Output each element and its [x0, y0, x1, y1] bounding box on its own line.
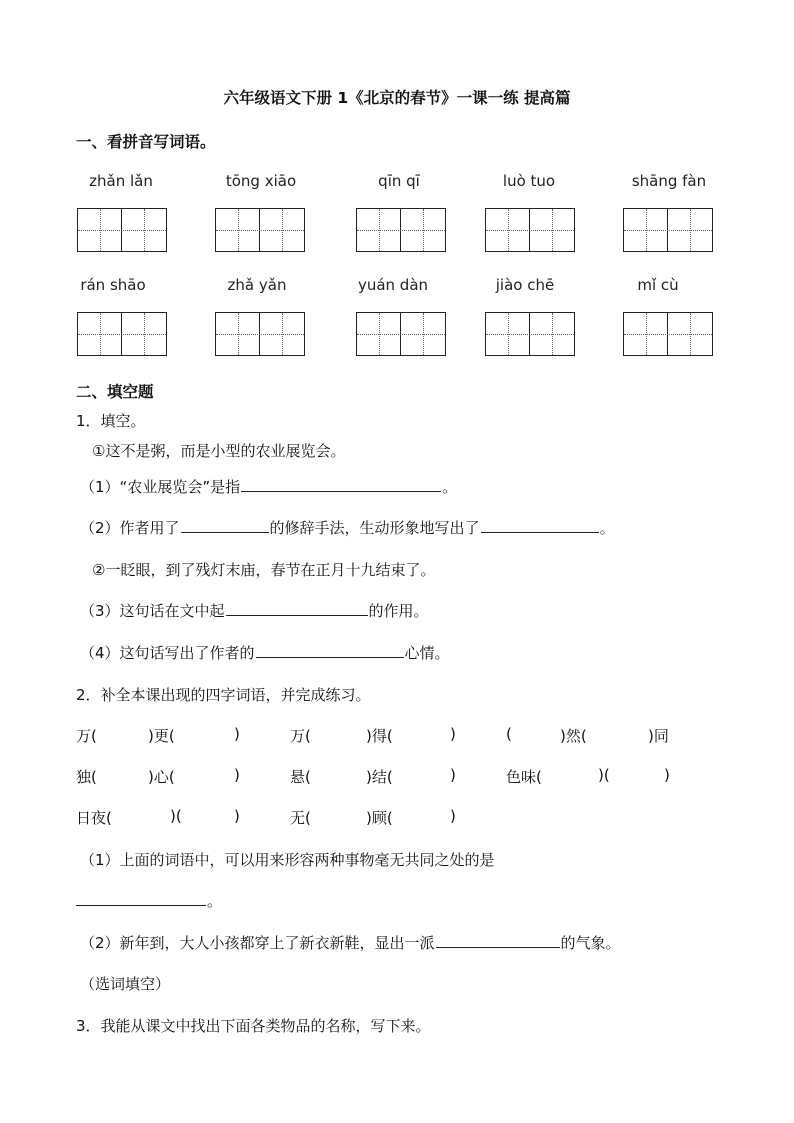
idiom-fragment: )( [170, 807, 182, 825]
idiom-fragment: ) [234, 766, 240, 784]
q1-part-3-end: 的作用。 [368, 602, 429, 620]
answer-blank[interactable] [181, 531, 269, 533]
idiom-fragment: ) [234, 807, 240, 825]
idiom-fragment: ) [450, 725, 456, 743]
sentence-2: ②一眨眼，到了残灯末庙，春节在正月十九结束了。 [92, 561, 436, 579]
pinyin-label: mǐ cù [637, 276, 679, 294]
q2-sub-2-end: 的气象。 [560, 934, 621, 952]
q2-sub-2-text: （2）新年到，大人小孩都穿上了新衣新鞋，显出一派 [80, 934, 435, 952]
writing-grid-box[interactable] [215, 312, 305, 356]
idiom-fragment: 悬( [290, 768, 311, 786]
idiom-fragment: )得( [366, 727, 393, 745]
question-1-label: 1．填空。 [76, 412, 146, 430]
question-3-label: 3．我能从课文中找出下面各类物品的名称，写下来。 [76, 1017, 431, 1035]
idiom-fragment: ) [234, 725, 240, 743]
writing-grid-box[interactable] [485, 312, 575, 356]
pinyin-label: rán shāo [80, 276, 146, 294]
pinyin-label: jiào chē [495, 276, 555, 294]
idiom-fragment: )更( [148, 727, 175, 745]
answer-blank[interactable] [76, 904, 206, 906]
answer-blank[interactable] [256, 656, 404, 658]
idiom-fragment: )同 [648, 727, 669, 745]
idiom-fragment: 色味( [506, 768, 542, 786]
writing-grid-box[interactable] [623, 208, 713, 252]
sentence-1: ①这不是粥，而是小型的农业展览会。 [92, 442, 346, 460]
idiom-fragment: 万( [76, 727, 97, 745]
q1-part-3-text: （3）这句话在文中起 [80, 602, 225, 620]
idiom-fragment: )然( [560, 727, 587, 745]
answer-blank[interactable] [241, 490, 441, 492]
answer-blank[interactable] [226, 614, 368, 616]
writing-grid-box[interactable] [623, 312, 713, 356]
q1-part-1 [80, 476, 457, 497]
q1-part-1-text: （1）“农业展览会”是指 [80, 478, 241, 496]
section-heading-pinyin: 一、看拼音写词语。 [76, 133, 216, 151]
idiom-fragment: )顾( [366, 809, 393, 827]
answer-blank[interactable] [436, 946, 560, 948]
writing-grid-box[interactable] [215, 208, 305, 252]
idiom-fragment: 独( [76, 768, 97, 786]
writing-grid-box[interactable] [356, 312, 446, 356]
q2-sub-2 [80, 932, 621, 953]
pinyin-label: zhǎ yǎn [227, 276, 287, 294]
idiom-fragment: ) [450, 807, 456, 825]
idiom-fragment: )心( [148, 768, 175, 786]
q1-part-4-text: （4）这句话写出了作者的 [80, 644, 255, 662]
idiom-fragment: ( [506, 725, 512, 743]
idiom-fragment: 日夜( [76, 809, 112, 827]
pinyin-label: luò tuo [502, 172, 556, 190]
q2-sub-2-note: （选词填空） [80, 975, 171, 993]
punct: 。 [442, 478, 458, 496]
q1-part-2-text-mid: 的修辞手法，生动形象地写出了 [269, 519, 480, 537]
idiom-fragment: ) [450, 766, 456, 784]
answer-blank[interactable] [481, 531, 599, 533]
punct: 。 [207, 892, 223, 910]
q1-part-4 [80, 642, 450, 663]
idiom-fragment: )( [598, 766, 610, 784]
punct: 。 [599, 519, 615, 537]
section-heading-fill: 二、填空题 [76, 383, 154, 401]
idiom-fragment: ) [664, 766, 670, 784]
pinyin-label: tōng xiāo [225, 172, 297, 190]
writing-grid-box[interactable] [77, 208, 167, 252]
writing-grid-box[interactable] [356, 208, 446, 252]
pinyin-label: qīn qī [378, 172, 420, 190]
q1-part-2 [80, 517, 615, 538]
question-2-label: 2．补全本课出现的四字词语，并完成练习。 [76, 686, 371, 704]
idiom-fragment: 万( [290, 727, 311, 745]
idiom-fragment: )结( [366, 768, 393, 786]
q2-sub-1-answer [76, 890, 222, 911]
pinyin-label: zhǎn lǎn [89, 172, 153, 190]
pinyin-label: shāng fàn [631, 172, 707, 190]
idiom-fragment: 无( [290, 809, 311, 827]
writing-grid-box[interactable] [485, 208, 575, 252]
q2-sub-1: （1）上面的词语中，可以用来形容两种事物毫无共同之处的是 [80, 851, 495, 869]
pinyin-label: yuán dàn [357, 276, 429, 294]
q1-part-3 [80, 600, 429, 621]
writing-grid-box[interactable] [77, 312, 167, 356]
q1-part-4-end: 心情。 [404, 644, 450, 662]
q1-part-2-text: （2）作者用了 [80, 519, 180, 537]
page-title: 六年级语文下册 1《北京的春节》一课一练 提高篇 [223, 89, 571, 107]
